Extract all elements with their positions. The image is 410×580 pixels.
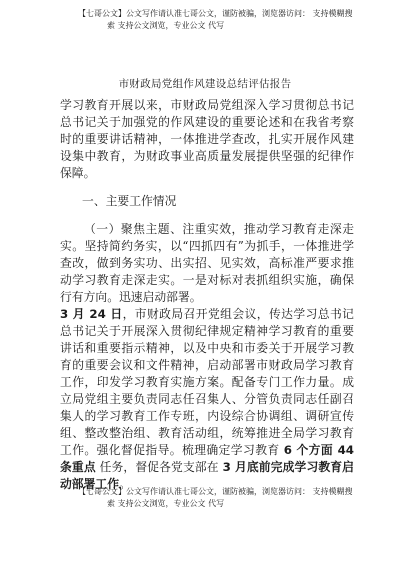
intro-paragraph: 学习教育开展以来，市财政局党组深入学习贯彻总书记总书记关于加强党的作风建设的重要论述和在我省考察时的重要讲话精神，一体推进学查改，扎实开展作风建设集中教育，为财政事业高质量发展提供坚强的纪律作保障。 [60,98,354,180]
document-title: 市财政局党组作风建设总结评估报告 [118,78,292,90]
paragraph-1: （一）聚焦主题、注重实效，推动学习教育走深走实。坚持简约务实，以“四抓四有”为抓手，一体推进学查改，做到务实功、出实招、见实效，高标准严要求推动学习教育走深走实。一是对标对表抓组织实施，确保行有方向。迅速启动部署。 [60,222,354,304]
paragraph-2 [60,306,354,493]
document-body [60,97,354,493]
task-count-emphasis: 6 个方面 44 条重点 [60,443,354,474]
promo-header-line2: 索 支持公文浏览，专业公文 代写 [107,21,225,30]
promo-header-line1: 【七哥公文】公文写作请认准七哥公文，谨防被骗，浏览器访问： 支持模糊搜 [78,9,353,18]
paragraph-2-end: 。 [119,477,131,491]
date-emphasis: 3 月 24 日 [60,307,123,321]
promo-footer-line2: 索 支持公文浏览，专业公文 代写 [107,499,225,508]
deadline-emphasis: 3 月底前完成学习教育启动部署工作 [60,460,354,491]
paragraph-2-text-a: ，市财政局召开党组会议，传达学习总书记总书记关于开展深入贯彻纪律规定精神学习教育的重要讲话和重要指示精神，以及中央和市委关于开展学习教育的重要会议和文件精神，启动部署市财政局学习教育工作，印发学习教育实施方案。配备专门工作力量。成立局党组主要负责同志任召集人、分管负责同志任副召集人的学习教育工作专班，内设综合协调组、调研宣传组、整改整治组、教育活动组，统筹推进全局学习教育工作。强化督促指导。梳理确定学习教育 [60,307,354,457]
promo-header [0,8,410,38]
promo-footer-line1: 【七哥公文】公文写作请认准七哥公文，谨防被骗，浏览器访问： 支持模糊搜 [78,487,353,496]
promo-footer [0,486,410,516]
paragraph-2-text-b: 任务，督促各党支部在 [95,460,223,474]
section-heading: 一、主要工作情况 [82,194,177,208]
